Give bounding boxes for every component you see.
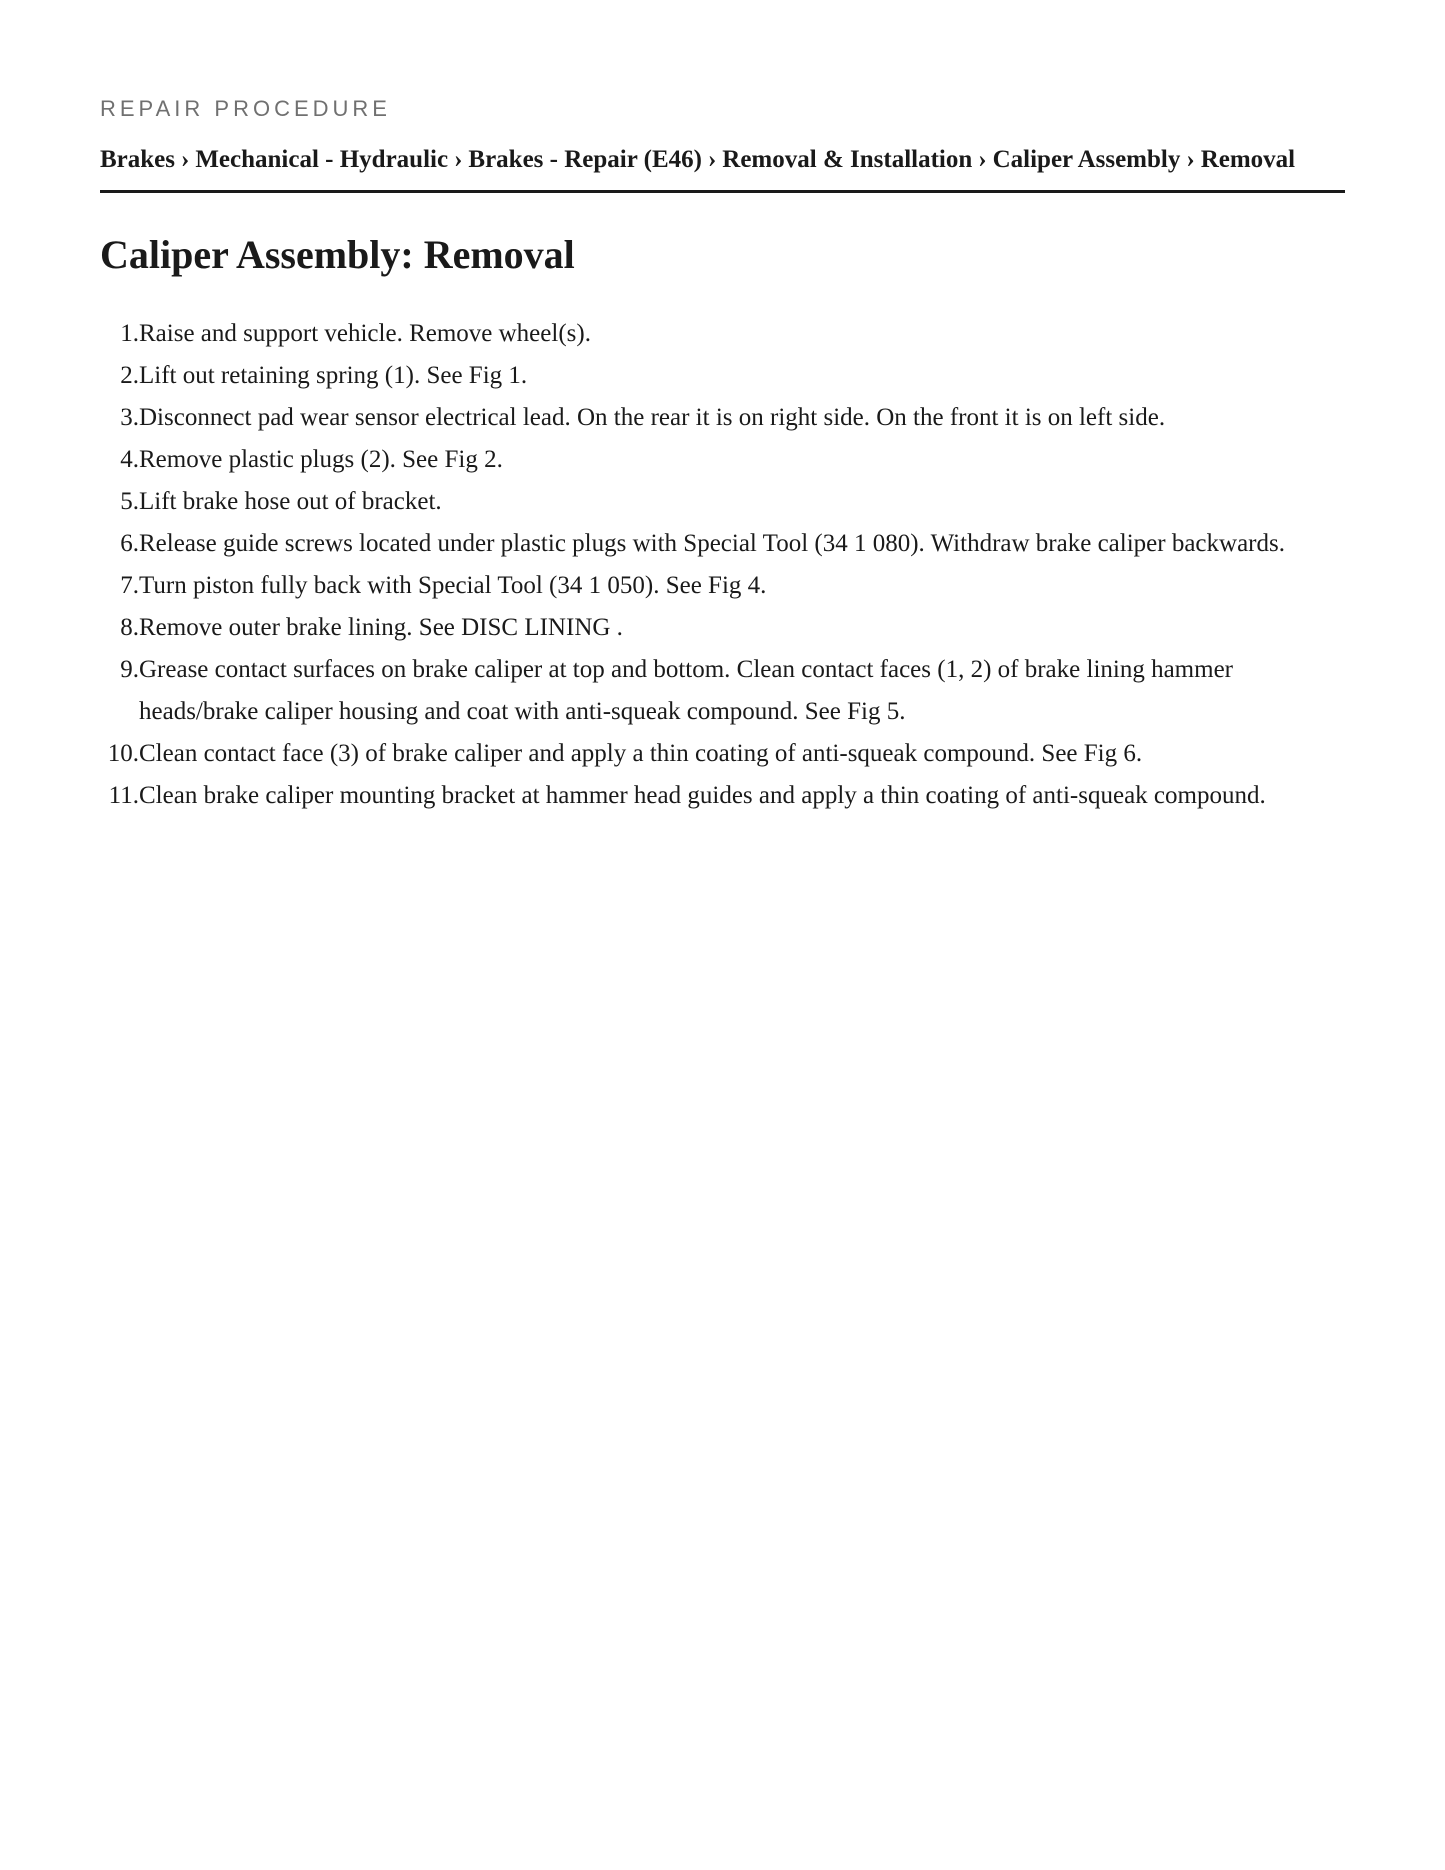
breadcrumb-separator: › [978, 146, 987, 173]
step-number: 3. [120, 404, 139, 431]
breadcrumb-item-removal-installation[interactable]: Removal & Installation [722, 146, 973, 173]
list-item [100, 649, 1345, 733]
breadcrumb-item-caliper-assembly[interactable]: Caliper Assembly [992, 146, 1181, 173]
breadcrumb-separator: › [707, 146, 717, 173]
step-number: 9. [120, 656, 139, 683]
step-number: 10. [107, 740, 139, 767]
list-item [100, 355, 1345, 397]
list-item [100, 565, 1345, 607]
list-item [100, 733, 1345, 775]
step-text: Clean brake caliper mounting bracket at hammer head guides and apply a thin coating of anti-squeak compound. [139, 782, 1266, 809]
step-number: 11. [108, 782, 139, 809]
breadcrumb [100, 144, 1345, 193]
step-number: 6. [120, 530, 139, 557]
step-number: 5. [120, 488, 139, 515]
step-text: Turn piston fully back with Special Tool (34 1 050). See Fig 4. [139, 572, 767, 599]
document-page [0, 0, 1445, 817]
section-eyebrow: REPAIR PROCEDURE [100, 96, 391, 121]
page-title: Caliper Assembly: Removal [100, 232, 575, 277]
list-item [100, 481, 1345, 523]
step-text: Remove outer brake lining. See DISC LINING . [139, 614, 623, 641]
list-item [100, 775, 1345, 817]
list-item [100, 313, 1345, 355]
procedure-steps-list [100, 313, 1345, 817]
step-number: 4. [120, 446, 139, 473]
breadcrumb-item-mechanical-hydraulic[interactable]: Mechanical - Hydraulic [195, 146, 449, 173]
step-text: Release guide screws located under plastic plugs with Special Tool (34 1 080). Withdraw brake caliper backwards. [139, 530, 1285, 557]
step-text: Clean contact face (3) of brake caliper and apply a thin coating of anti-squeak compound. See Fig 6. [139, 740, 1143, 767]
breadcrumb-separator: › [454, 146, 463, 173]
list-item [100, 439, 1345, 481]
step-text: Lift out retaining spring (1). See Fig 1. [139, 362, 528, 389]
breadcrumb-separator: › [1186, 146, 1195, 173]
step-text: Raise and support vehicle. Remove wheel(s). [139, 320, 591, 347]
list-item [100, 397, 1345, 439]
breadcrumb-item-brakes-repair[interactable]: Brakes - Repair (E46) [468, 146, 702, 173]
breadcrumb-item-brakes[interactable]: Brakes [100, 146, 175, 173]
step-text: Disconnect pad wear sensor electrical lead. On the rear it is on right side. On the front it is on left side. [139, 404, 1166, 431]
list-item [100, 523, 1345, 565]
step-number: 1. [120, 320, 139, 347]
step-number: 7. [120, 572, 139, 599]
step-text: Grease contact surfaces on brake caliper at top and bottom. Clean contact faces (1, 2) of brake lining hammer heads/brake caliper housing and coat with anti-squeak compound. See Fig 5. [139, 656, 1233, 725]
step-text: Remove plastic plugs (2). See Fig 2. [139, 446, 503, 473]
breadcrumb-item-removal: Removal [1200, 146, 1296, 173]
step-number: 2. [120, 362, 139, 389]
step-number: 8. [120, 614, 139, 641]
breadcrumb-separator: › [181, 146, 190, 173]
step-text: Lift brake hose out of bracket. [139, 488, 442, 515]
list-item [100, 607, 1345, 649]
